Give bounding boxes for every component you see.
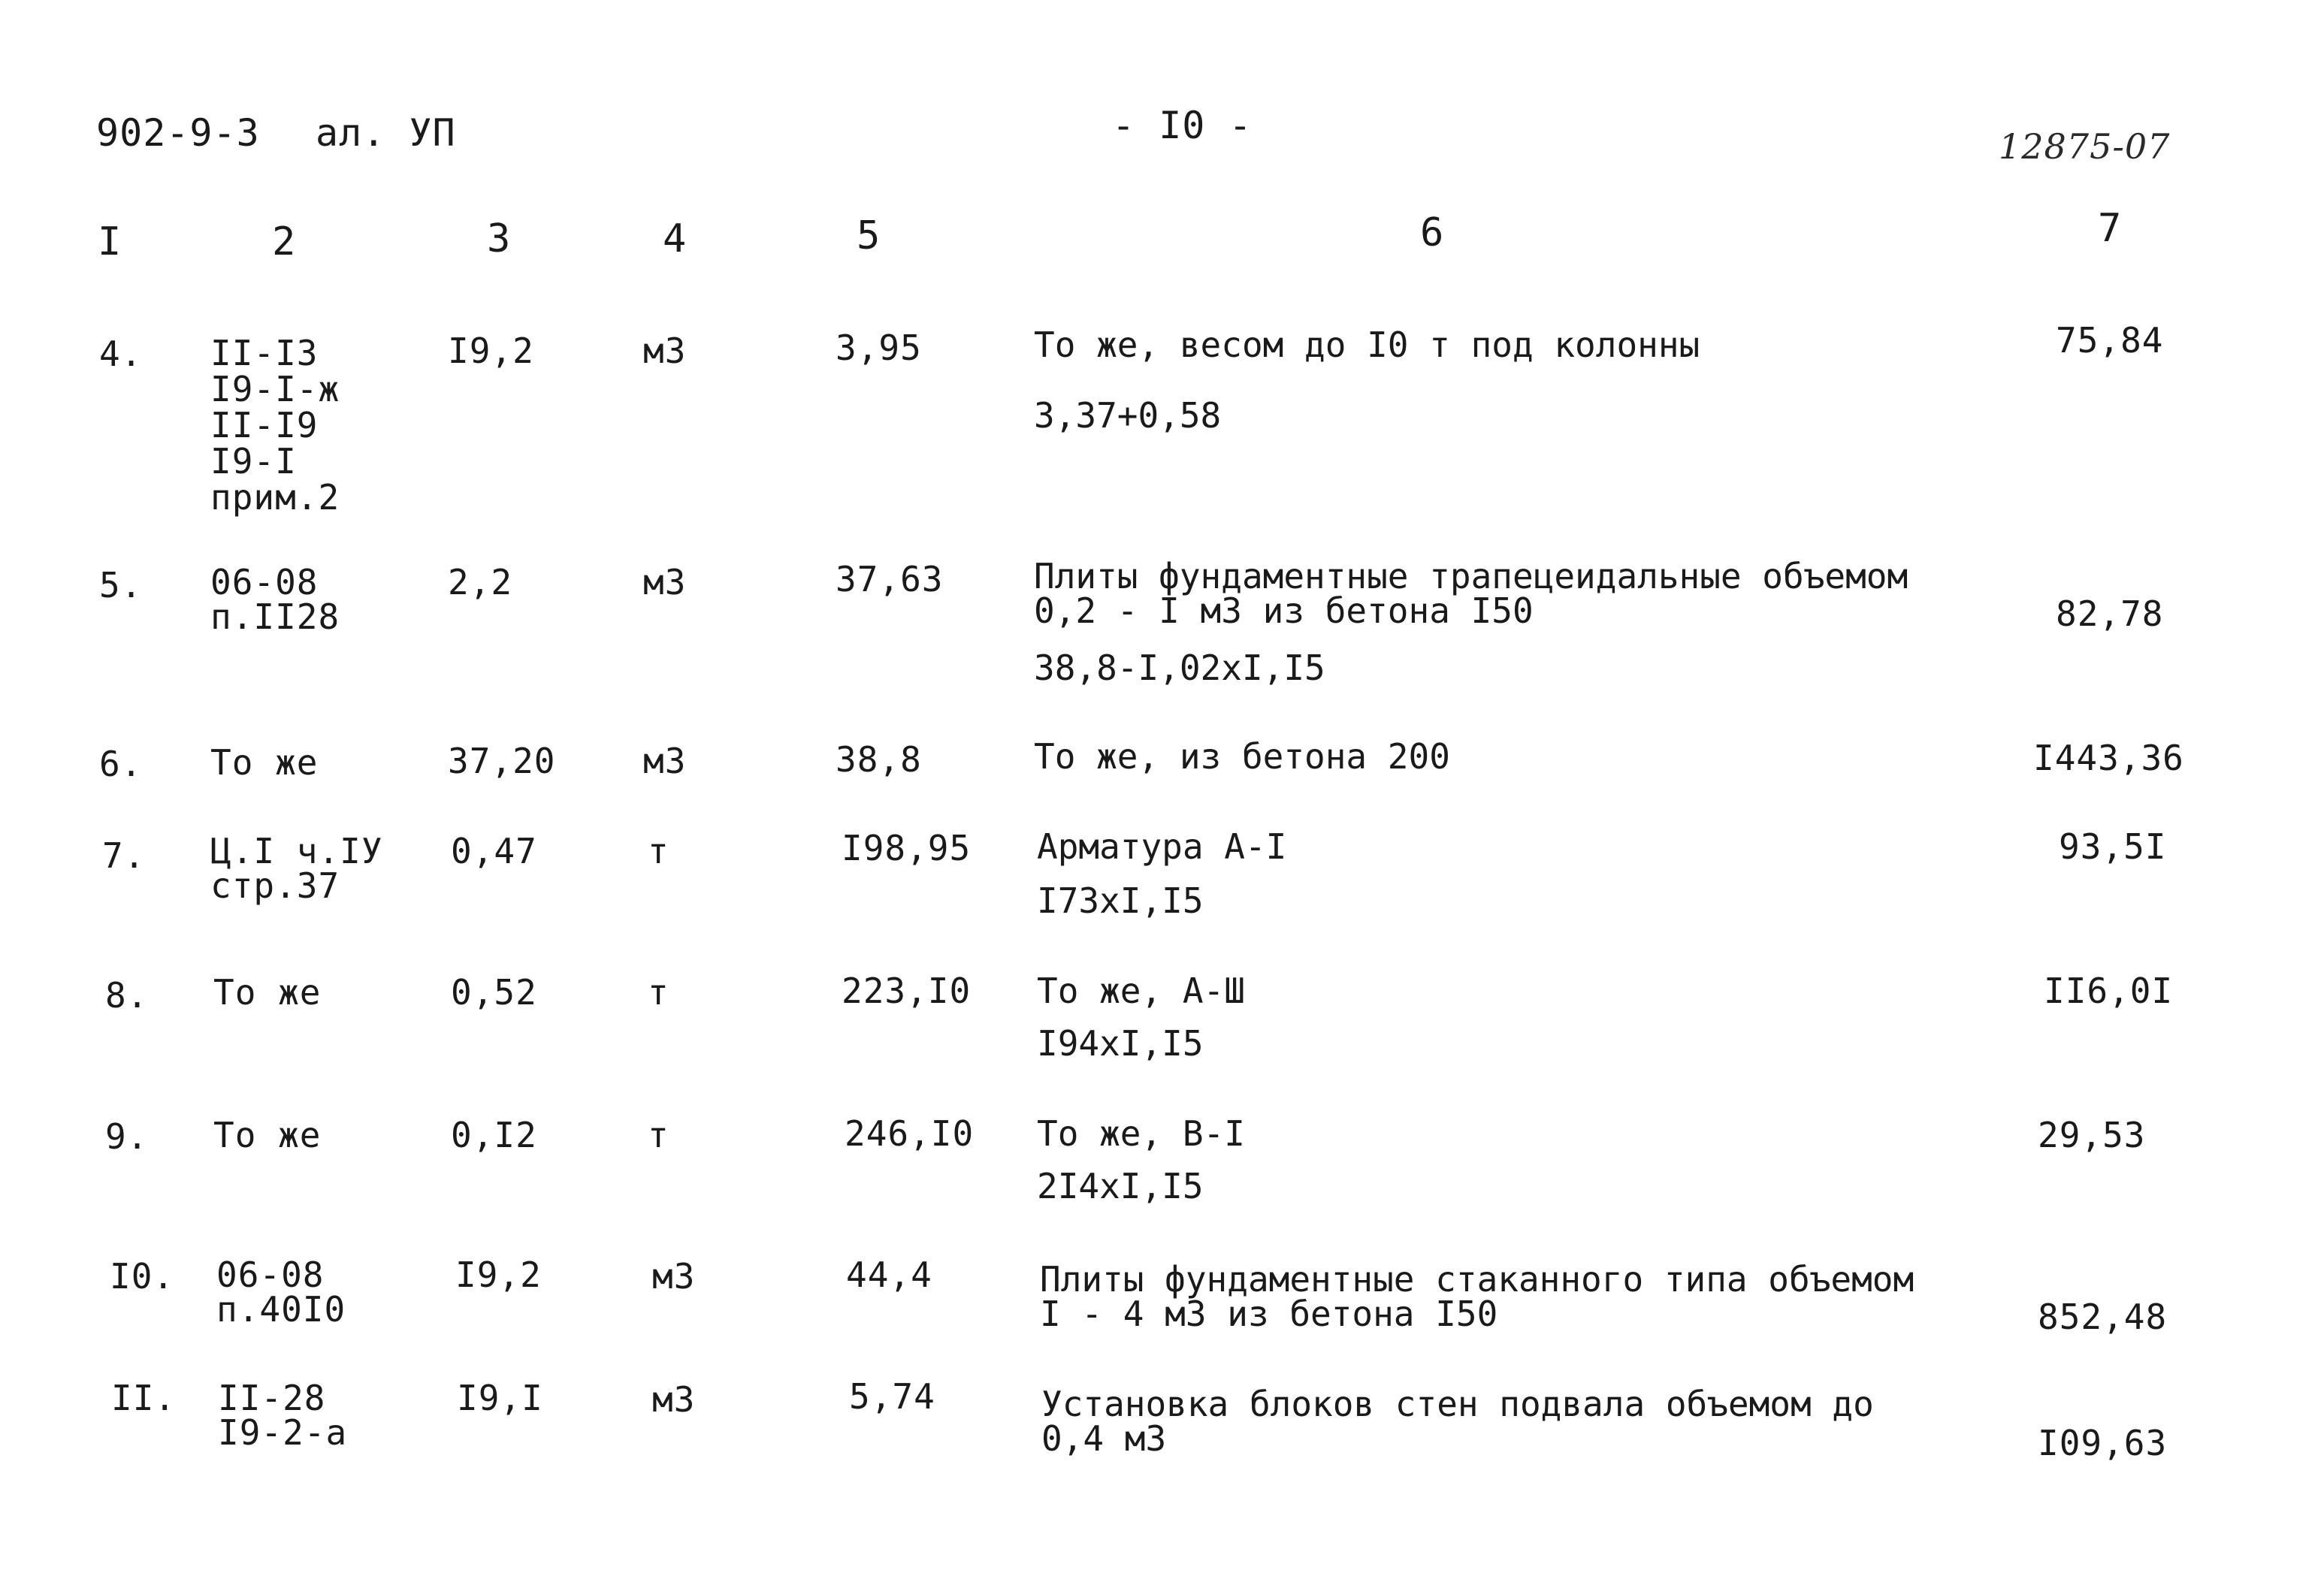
row-unit-price: 3,95 <box>836 328 922 368</box>
document-code: 902-9-3 <box>96 111 260 155</box>
row-description-line: I - 4 м3 из бетона I50 <box>1040 1294 1498 1334</box>
row-total: I443,36 <box>2033 738 2184 778</box>
column-number-2: 2 <box>272 219 297 264</box>
row-code-line: п.40I0 <box>216 1289 346 1330</box>
row-unit-price: 5,74 <box>849 1376 935 1417</box>
row-code <box>210 333 340 518</box>
row-total: 852,48 <box>2038 1297 2168 1337</box>
row-number: 4. <box>99 334 143 374</box>
row-description: Арматура А-I <box>1037 826 1287 867</box>
column-number-6: 6 <box>1420 210 1445 255</box>
row-description <box>1041 1384 1874 1459</box>
row-unit: м3 <box>643 741 687 781</box>
row-number: 7. <box>102 835 146 876</box>
column-number-5: 5 <box>857 213 881 258</box>
row-number: 5. <box>99 565 143 605</box>
row-code: То же <box>213 972 322 1013</box>
row-description <box>1034 556 1908 631</box>
row-description <box>1040 1259 1915 1334</box>
row-code: То же <box>210 742 319 783</box>
row-quantity: 2,2 <box>448 562 513 602</box>
row-description: То же, весом до I0 т под колонны <box>1034 325 1700 365</box>
row-total: 75,84 <box>2056 320 2164 361</box>
row-description: То же, из бетона 200 <box>1034 736 1450 777</box>
row-code-line: I9-I <box>210 441 297 482</box>
row-total: 82,78 <box>2056 593 2164 634</box>
row-quantity: I9,2 <box>455 1254 542 1295</box>
row-code-line: 06-08 <box>216 1254 325 1295</box>
row-quantity: I9,I <box>457 1378 543 1418</box>
row-calculation: I94xI,I5 <box>1037 1023 1204 1064</box>
album-label: ал. УП <box>316 111 456 155</box>
row-calculation: 38,8-I,02xI,I5 <box>1034 648 1325 688</box>
row-unit-price: I98,95 <box>842 828 972 868</box>
row-total: II6,0I <box>2044 971 2174 1011</box>
row-quantity: 0,I2 <box>451 1115 537 1155</box>
row-code-line: I9-2-а <box>218 1412 348 1453</box>
row-number: 9. <box>105 1116 149 1157</box>
page-number: - I0 - <box>1112 104 1253 147</box>
row-code <box>216 1254 346 1330</box>
row-code-line: п.II28 <box>210 596 340 637</box>
row-description-line: 0,4 м3 <box>1041 1418 1167 1459</box>
column-number-3: 3 <box>487 216 512 261</box>
row-unit: м3 <box>643 562 687 602</box>
column-number-4: 4 <box>663 216 688 261</box>
row-code-line: II-I9 <box>210 405 319 445</box>
row-code: То же <box>213 1115 322 1155</box>
row-description: То же, А-Ш <box>1037 971 1245 1011</box>
row-code-line: стр.37 <box>210 865 340 906</box>
row-code-line: II-28 <box>218 1378 326 1418</box>
row-code <box>210 562 340 637</box>
row-calculation: 2I4xI,I5 <box>1037 1166 1204 1206</box>
row-unit-price: 246,I0 <box>845 1113 975 1154</box>
row-quantity: 0,47 <box>451 831 537 871</box>
row-number: II. <box>111 1378 177 1418</box>
row-unit: т <box>648 831 669 871</box>
row-unit: м3 <box>643 331 687 371</box>
row-calculation: 3,37+0,58 <box>1034 395 1222 436</box>
row-calculation: I73xI,I5 <box>1037 880 1204 921</box>
row-code <box>210 831 383 906</box>
row-code-line: I9-I-ж <box>210 369 340 409</box>
column-number-7: 7 <box>2098 206 2123 251</box>
row-description-line: Плиты фундаментные стаканного типа объемом <box>1040 1259 1915 1300</box>
row-number: 8. <box>105 975 149 1016</box>
row-total: 29,53 <box>2038 1115 2146 1155</box>
row-code <box>218 1378 348 1453</box>
row-code-line: 06-08 <box>210 562 319 602</box>
row-code-line: II-I3 <box>210 333 319 373</box>
row-description-line: Установка блоков стен подвала объемом до <box>1041 1384 1874 1424</box>
row-unit: м3 <box>652 1379 696 1420</box>
row-code-line: Ц.I ч.IУ <box>210 831 383 871</box>
row-unit-price: 223,I0 <box>842 971 972 1011</box>
row-unit: м3 <box>652 1256 696 1297</box>
row-quantity: 0,52 <box>451 972 537 1013</box>
row-number: 6. <box>99 744 143 784</box>
row-description-line: 0,2 - I м3 из бетона I50 <box>1034 590 1534 631</box>
row-unit-price: 38,8 <box>836 739 922 780</box>
row-quantity: I9,2 <box>448 331 534 371</box>
archive-number: 12875-07 <box>1999 126 2171 167</box>
row-total: I09,63 <box>2038 1423 2168 1463</box>
row-total: 93,5I <box>2059 826 2167 867</box>
row-code-line: прим.2 <box>210 477 340 518</box>
row-unit: т <box>648 1115 669 1155</box>
row-unit-price: 37,63 <box>836 559 944 599</box>
row-number: I0. <box>110 1256 175 1297</box>
row-unit: т <box>648 972 669 1013</box>
column-number-1: I <box>98 219 122 264</box>
row-description-line: Плиты фундаментные трапецеидальные объемом <box>1034 556 1908 596</box>
row-description: То же, В-I <box>1037 1113 1245 1154</box>
row-unit-price: 44,4 <box>846 1254 932 1295</box>
row-quantity: 37,20 <box>448 741 556 781</box>
